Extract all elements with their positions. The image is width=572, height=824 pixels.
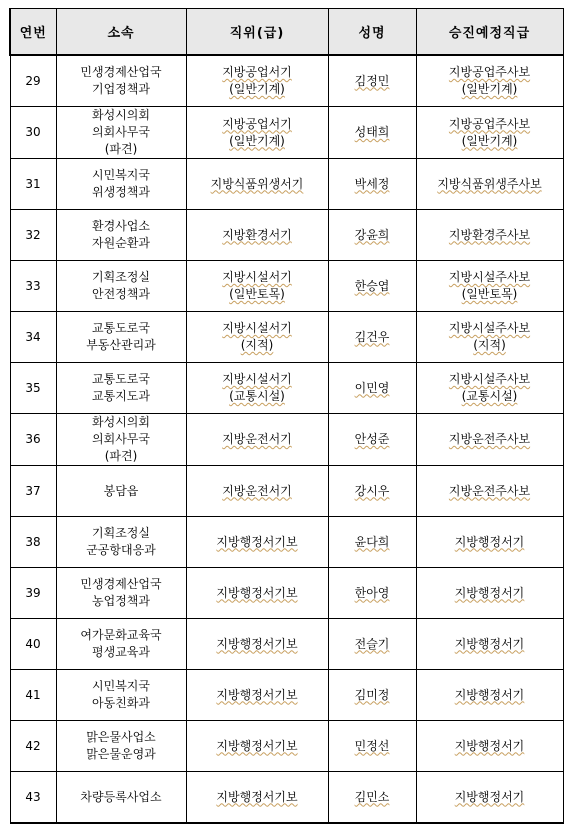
cell-promotion-grade [416,312,563,363]
cell-number-text: 43 [25,789,41,804]
header-row [10,9,563,56]
cell-promotion-grade [416,107,563,159]
cell-name-text: 한아영 [354,585,390,600]
cell-department [56,721,186,772]
cell-promotion-grade-line: 지방시설주사보 [448,321,531,335]
cell-department-line: 기획조정실 [92,526,150,540]
cell-name-text: 김정민 [354,73,390,88]
cell-name [328,619,416,670]
cell-department-line: 기획조정실 [92,270,150,284]
cell-name-text: 한승엽 [354,278,390,293]
cell-department-line: 농업정책과 [92,594,150,608]
cell-promotion-grade [416,159,563,210]
cell-name [328,261,416,312]
header-name: 성명 [328,9,416,56]
cell-position-line: 지방시설서기 [222,270,292,284]
cell-department-line: 기업정책과 [92,82,150,96]
cell-number-text: 29 [25,73,41,88]
cell-department-line: 교통지도과 [92,389,150,403]
cell-promotion-grade-line: 지방환경주사보 [448,227,531,242]
cell-promotion-grade [416,568,563,619]
cell-name [328,670,416,721]
table-row [10,414,563,466]
cell-number-text: 40 [25,636,41,651]
cell-position [186,107,328,159]
cell-position-line: (일반기계) [229,133,285,148]
cell-promotion-grade-line: (일반토목) [461,287,518,301]
cell-department [56,466,186,517]
cell-position-line: 지방행정서기보 [216,534,298,549]
cell-name [328,55,416,107]
cell-position [186,261,328,312]
cell-position [186,568,328,619]
cell-name [328,312,416,363]
cell-name [328,568,416,619]
cell-department-line: 시민복지국 [92,168,150,182]
cell-number-text: 41 [25,687,41,702]
cell-promotion-grade-line: 지방행정서기 [454,534,525,549]
cell-department-line: 봉담읍 [103,483,139,498]
cell-number-text: 31 [25,176,41,191]
table-row [10,107,563,159]
cell-department-line: 여가문화교육국 [80,628,162,642]
cell-department [56,670,186,721]
cell-department-line: 아동친화과 [92,696,150,710]
cell-position-line: (교통시설) [229,389,285,403]
cell-number [10,568,56,619]
table-row [10,568,563,619]
cell-department [56,517,186,568]
cell-position-line: 지방공업서기 [222,116,292,131]
cell-number [10,619,56,670]
cell-promotion-grade [416,721,563,772]
cell-department-line: 시민복지국 [92,679,150,693]
table-row [10,721,563,772]
cell-number-text: 33 [25,278,41,293]
cell-promotion-grade-line: (지적) [473,338,506,352]
cell-number-text: 39 [25,585,41,600]
header-position: 직위(급) [186,9,328,56]
cell-promotion-grade-line: 지방운전주사보 [448,432,531,446]
cell-promotion-grade-line: 지방행정서기 [454,738,525,753]
cell-position-line: (지적) [240,338,274,352]
cell-department [56,261,186,312]
cell-promotion-grade-line: 지방행정서기 [454,585,525,600]
table-row [10,517,563,568]
cell-promotion-grade [416,517,563,568]
cell-position [186,670,328,721]
table-row [10,670,563,721]
cell-department [56,107,186,159]
cell-position-line: 지방운전서기 [222,432,292,446]
cell-department [56,210,186,261]
table-row [10,772,563,824]
cell-position-line: 지방환경서기 [222,227,292,242]
cell-number-text: 38 [25,534,41,549]
header-number: 연번 [10,9,56,56]
cell-number [10,107,56,159]
cell-promotion-grade [416,619,563,670]
cell-position-line: 지방행정서기보 [216,687,298,702]
cell-name-text: 성태희 [354,125,390,139]
cell-position-line: 지방행정서기보 [216,738,298,753]
cell-position [186,414,328,466]
cell-department-line: 의회사무국 [92,432,150,446]
cell-department [56,772,186,824]
cell-department-line: 의회사무국 [92,125,150,139]
cell-position-line: 지방공업서기 [222,65,292,79]
cell-number-text: 36 [25,432,41,446]
cell-promotion-grade-line: 지방공업주사보 [448,65,531,79]
cell-department-line: 부동산관리과 [86,338,156,352]
cell-department-line: 안전정책과 [92,287,150,301]
cell-number [10,670,56,721]
cell-promotion-grade [416,772,563,824]
cell-promotion-grade [416,210,563,261]
cell-name-text: 김건우 [354,329,390,344]
cell-name-text: 박세정 [354,176,390,191]
cell-number [10,517,56,568]
cell-name-text: 강윤희 [354,227,390,242]
cell-position [186,159,328,210]
cell-promotion-grade-line: 지방시설주사보 [448,372,531,386]
cell-department [56,159,186,210]
cell-number [10,466,56,517]
cell-department-line: 교통도로국 [92,372,150,386]
cell-promotion-grade-line: 지방운전주사보 [448,483,531,498]
cell-position-line: 지방운전서기 [222,483,292,498]
cell-number [10,721,56,772]
cell-department-line: 군공항대응과 [86,543,156,557]
cell-position-line: 지방시설서기 [222,321,292,335]
cell-promotion-grade [416,414,563,466]
cell-number-text: 34 [25,329,41,344]
cell-department-line: 화성시의회 [92,108,150,122]
cell-position [186,466,328,517]
cell-position-line: 지방식품위생서기 [210,176,304,191]
cell-number-text: 30 [25,125,41,139]
table-row [10,159,563,210]
cell-position [186,363,328,414]
cell-department-line: 맑은물운영과 [86,747,156,761]
cell-department-line: (파견) [104,142,138,156]
cell-name [328,721,416,772]
cell-name [328,159,416,210]
cell-position [186,210,328,261]
cell-number [10,772,56,824]
cell-department-line: 차량등록사업소 [80,789,162,804]
cell-name-text: 이민영 [354,380,390,395]
cell-number [10,312,56,363]
cell-name-text: 김미정 [354,687,390,702]
cell-number [10,210,56,261]
cell-department-line: 위생정책과 [92,185,150,199]
cell-promotion-grade-line: 지방시설주사보 [448,270,531,284]
header-promotion-grade: 승진예정직급 [416,9,563,56]
cell-department-line: 평생교육과 [92,645,150,659]
cell-name-text: 민정선 [354,738,390,753]
cell-position-line: (일반기계) [229,82,285,96]
cell-promotion-grade [416,55,563,107]
cell-department [56,619,186,670]
cell-department [56,55,186,107]
cell-department-line: 교통도로국 [92,321,150,335]
cell-name [328,210,416,261]
table-row [10,312,563,363]
cell-number-text: 42 [25,738,41,753]
cell-department-line: 맑은물사업소 [86,730,156,744]
table-row [10,55,563,107]
cell-name-text: 김민소 [354,789,390,804]
table-row [10,363,563,414]
cell-number-text: 32 [25,227,41,242]
cell-promotion-grade [416,261,563,312]
cell-number-text: 37 [25,483,41,498]
cell-department-line: 민생경제산업국 [80,65,162,79]
cell-name-text: 윤다희 [354,534,390,549]
cell-position [186,721,328,772]
table-row [10,619,563,670]
cell-name-text: 강시우 [354,483,390,498]
cell-promotion-grade [416,363,563,414]
cell-number [10,159,56,210]
cell-department-line: 환경사업소 [92,219,150,233]
cell-name [328,363,416,414]
cell-name [328,107,416,159]
cell-position-line: 지방행정서기보 [216,789,298,804]
cell-number [10,414,56,466]
table-row [10,466,563,517]
cell-position-line: 지방시설서기 [222,372,292,386]
cell-department-line: 민생경제산업국 [80,577,162,591]
cell-department-line: 자원순환과 [92,236,150,250]
cell-position [186,772,328,824]
table-row [10,210,563,261]
cell-promotion-grade-line: 지방공업주사보 [448,116,531,131]
cell-department-line: (파견) [104,449,138,463]
cell-name [328,517,416,568]
cell-promotion-grade-line: 지방행정서기 [454,687,525,702]
cell-position-line: (일반토목) [229,287,285,301]
cell-name-text: 전슬기 [354,636,390,651]
cell-name [328,414,416,466]
cell-name-text: 안성준 [354,432,390,446]
cell-promotion-grade [416,466,563,517]
cell-number [10,363,56,414]
cell-position [186,55,328,107]
table-row [10,261,563,312]
cell-promotion-grade-line: 지방행정서기 [454,636,525,651]
cell-position-line: 지방행정서기보 [216,636,298,651]
cell-promotion-grade [416,670,563,721]
cell-promotion-grade-line: 지방행정서기 [454,789,525,804]
cell-name [328,772,416,824]
cell-number-text: 35 [25,380,41,395]
cell-position [186,312,328,363]
promotion-table [9,8,564,824]
cell-name [328,466,416,517]
cell-department [56,363,186,414]
cell-department [56,414,186,466]
cell-number [10,55,56,107]
cell-number [10,261,56,312]
header-department: 소속 [56,9,186,56]
cell-position-line: 지방행정서기보 [216,585,298,600]
cell-position [186,619,328,670]
cell-promotion-grade-line: (일반기계) [461,82,518,96]
cell-promotion-grade-line: 지방식품위생주사보 [437,176,542,191]
cell-department-line: 화성시의회 [92,415,150,429]
cell-position [186,517,328,568]
cell-department [56,312,186,363]
cell-promotion-grade-line: (일반기계) [461,133,518,148]
cell-department [56,568,186,619]
cell-promotion-grade-line: (교통시설) [461,389,518,403]
